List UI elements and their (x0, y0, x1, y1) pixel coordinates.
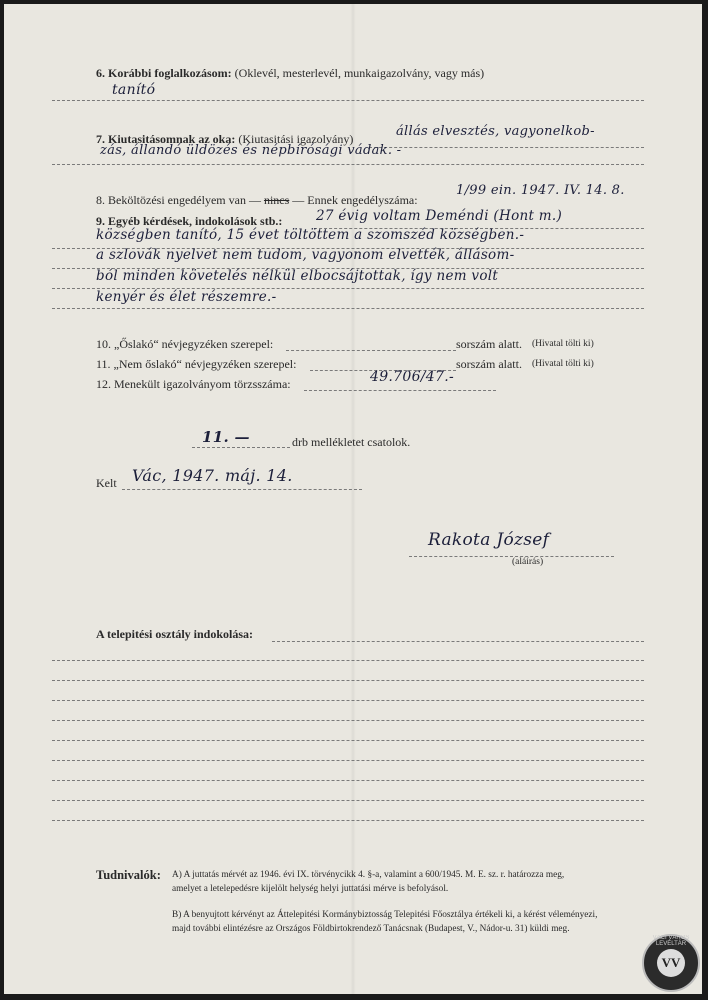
item8-label (96, 193, 418, 208)
document-page (4, 4, 702, 994)
notes-a-line2: amelyet a letelepedésre kijelölt helység helyi juttatási mérve is befolyásol. (172, 884, 449, 894)
attachments-count: 11. — (202, 428, 250, 446)
item12-label: 12. Menekült igazolványom törzsszáma: (96, 377, 291, 391)
item7-label-bold: 7. Kiutasitásomnak az oka: (96, 132, 236, 146)
attachments-label: drb mellékletet csatolok. (292, 435, 411, 449)
stamp-monogram: VV (657, 949, 685, 977)
item11-note: (Hivatal tölti ki) (532, 359, 594, 369)
department-line-9 (52, 820, 644, 821)
item9-answer-line4: ból minden követelés nélkül elbocsájtottak, így nem volt (96, 268, 499, 284)
item10-line (286, 350, 456, 351)
item6-line (52, 100, 644, 101)
item8-label-start: 8. Beköltözési engedélyem van — (96, 193, 261, 207)
item7-line1 (369, 147, 644, 148)
stamp-ring-text: VÁCI VÁROS LEVÉLTÁR (652, 935, 690, 947)
item6-answer: tanító (112, 82, 156, 98)
signature-caption: (aláírás) (512, 557, 544, 567)
item9-answer-line5: kenyér és élet részemre.- (96, 289, 277, 305)
item9-label-bold: 9. Egyéb kérdések, indokolások stb.: (96, 214, 283, 228)
dated-label: Kelt (96, 476, 117, 490)
department-line-3 (52, 700, 644, 701)
item10-note: (Hivatal tölti ki) (532, 339, 594, 349)
item12-line (304, 390, 496, 391)
notes-a-line1: A) A juttatás mérvét az 1946. évi IX. törvénycikk 4. §-a, valamint a 600/1945. M. E. sz. r. határozza meg, (172, 870, 565, 880)
item7-line2 (52, 164, 644, 165)
item8-answer: 1/99 ein. 1947. IV. 14. 8. (456, 183, 625, 198)
item12-answer: 49.706/47.- (370, 369, 454, 385)
item6-label (96, 66, 484, 81)
department-line-7 (52, 780, 644, 781)
department-line-8 (52, 800, 644, 801)
archive-stamp-icon (642, 934, 700, 992)
dated-line (122, 489, 362, 490)
item6-label-rest: (Oklevél, mesterlevél, munkaigazolvány, vagy más) (234, 66, 485, 80)
item7-answer-line2: zás, állandó üldözés és népbírósági vádak. - (100, 143, 402, 158)
item8-struck-word: nincs (263, 193, 290, 207)
dated-answer: Vác, 1947. máj. 14. (132, 466, 293, 485)
signature-name: Rakota József (428, 530, 550, 550)
item9-line5 (52, 308, 644, 309)
department-line-6 (52, 760, 644, 761)
department-label: A telepitési osztály indokolása: (96, 627, 254, 641)
item11-sorszam: sorszám alatt. (456, 357, 522, 371)
item8-label-rest: — Ennek engedélyszáma: (292, 193, 418, 207)
notes-b-line1: B) A benyujtott kérvényt az Áttelepitési Kormánybiztosság Telepitési Főosztálya értékeli ki, a kérést véleményezi, (172, 910, 598, 920)
item9-answer-line3: a szlovák nyelvet nem tudom, vagyonom elvették, állásom- (96, 247, 515, 263)
item9-answer-line1: 27 évig voltam Deméndi (Hont m.) (316, 208, 563, 224)
item7-answer-line1: állás elvesztés, vagyonelkob- (396, 124, 595, 139)
item6-label-bold: 6. Korábbi foglalkozásom: (96, 66, 232, 80)
department-line-2 (52, 680, 644, 681)
notes-title: Tudnivalók: (96, 868, 161, 882)
notes-b-line2: majd további elintézésre az Országos Földbirtokrendező Tanácsnak (Budapest, V., Nádor-u. 31) küldi meg. (172, 924, 570, 934)
department-line-5 (52, 740, 644, 741)
department-line-1 (52, 660, 644, 661)
item11-label: 11. „Nem őslakó“ névjegyzéken szerepel: (96, 357, 297, 371)
item7-label-rest: (Kiutasitási igazolvány) (238, 132, 354, 146)
attachments-line (192, 447, 290, 448)
department-line-0 (272, 641, 644, 642)
item9-answer-line2: községben tanító, 15 évet töltöttem a szomszéd községben.- (96, 227, 525, 243)
item10-sorszam: sorszám alatt. (456, 337, 522, 351)
department-line-4 (52, 720, 644, 721)
item10-label: 10. „Őslakó“ névjegyzéken szerepel: (96, 337, 274, 351)
